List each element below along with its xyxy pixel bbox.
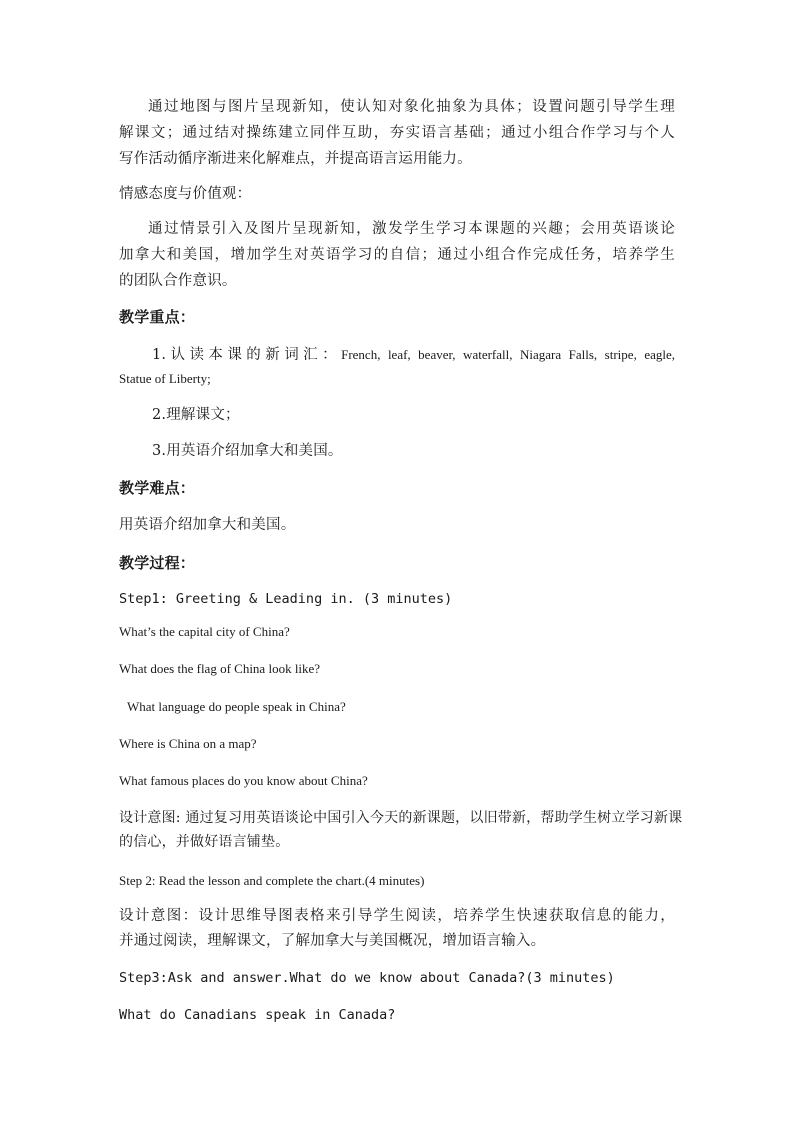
step3-question-1: What do Canadians speak in Canada? xyxy=(119,1007,396,1023)
paragraph-skill-line-3: 写作活动循序渐进来化解难点，并提高语言运用能力。 xyxy=(119,151,472,167)
difficulty-text: 用英语介绍加拿大和美国。 xyxy=(119,517,296,533)
step3-title: Step3:Ask and answer.What do we know about Canada?(3 minutes) xyxy=(119,970,615,986)
step2-title: Step 2: Read the lesson and complete the chart.(4 minutes) xyxy=(119,873,425,888)
key-point-1 xyxy=(152,345,675,365)
paragraph-emotion-line-1: 通过情景引入及图片呈现新知，激发学生学习本课题的兴趣；会用英语谈论 xyxy=(148,221,675,237)
design-intent-1-line-1: 设计意图: 通过复习用英语谈论中国引入今天的新课题，以旧带新，帮助学生树立学习新课 xyxy=(119,810,683,826)
process-heading: 教学过程： xyxy=(119,554,196,572)
key-point-3: 3.用英语介绍加拿大和美国。 xyxy=(152,443,343,459)
difficulty-heading: 教学难点： xyxy=(119,479,196,497)
key-point-1-prefix: 1.认读本课的新词汇： xyxy=(152,347,342,363)
paragraph-skill-line-2: 解课文；通过结对操练建立同伴互助，夯实语言基础；通过小组合作学习与个人 xyxy=(119,125,675,141)
key-point-1-words: French, leaf, beaver, waterfall, Niagara Falls, stripe, eagle, xyxy=(341,347,675,362)
paragraph-skill-line-1: 通过地图与图片呈现新知，使认知对象化抽象为具体；设置问题引导学生理 xyxy=(148,99,675,115)
step1-title: Step1: Greeting & Leading in. (3 minutes) xyxy=(119,591,453,607)
key-point-2: 2.理解课文； xyxy=(152,407,240,423)
emotion-heading: 情感态度与价值观： xyxy=(119,186,252,202)
question-4: Where is China on a map? xyxy=(119,736,257,751)
paragraph-emotion-line-2: 加拿大和美国，增加学生对英语学习的自信；通过小组合作完成任务，培养学生 xyxy=(119,247,675,263)
question-5: What famous places do you know about China? xyxy=(119,773,368,788)
design-intent-2-line-1: 设计意图：设计思维导图表格来引导学生阅读，培养学生快速获取信息的能力， xyxy=(119,908,675,924)
key-points-heading: 教学重点： xyxy=(119,308,196,326)
key-point-1-continued: Statue of Liberty; xyxy=(119,371,211,386)
paragraph-emotion-line-3: 的团队合作意识。 xyxy=(119,273,237,289)
design-intent-1-line-2: 的信心，并做好语言铺垫。 xyxy=(119,834,290,850)
question-3: What language do people speak in China? xyxy=(127,699,346,714)
question-1: What’s the capital city of China? xyxy=(119,624,290,639)
question-2: What does the flag of China look like? xyxy=(119,661,321,676)
design-intent-2-line-2: 并通过阅读，理解课文，了解加拿大与美国概况，增加语言输入。 xyxy=(119,933,546,949)
